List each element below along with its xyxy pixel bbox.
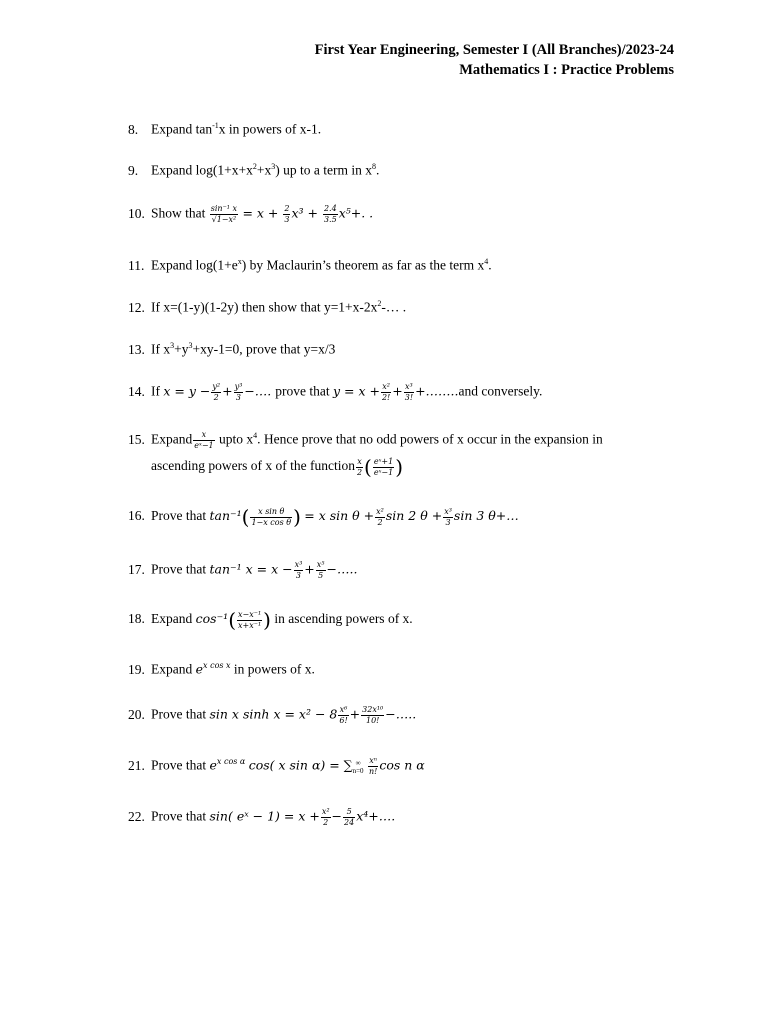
denominator: 2 [213, 393, 219, 402]
problem-number: 19. [128, 661, 145, 677]
superscript: x cos α [216, 757, 246, 767]
math: tan⁻¹ [209, 508, 242, 524]
fraction [381, 382, 391, 403]
problem-text: x in powers of x-1. [218, 121, 322, 137]
math: sin( eˣ − 1) = x + [209, 808, 320, 824]
problem-10 [128, 204, 373, 225]
problem-number: 15. [128, 431, 145, 447]
problem-8 [128, 121, 321, 138]
problem-16 [128, 505, 519, 529]
problem-text: Prove that [151, 706, 207, 722]
numerator: y² [212, 382, 221, 391]
problem-text: Expand log(1+e [151, 257, 238, 273]
problem-number: 18. [128, 611, 145, 627]
right-paren: ) [293, 505, 301, 529]
denominator: 3.5 [323, 215, 337, 224]
problem-12 [128, 299, 406, 316]
problem-text: ascending powers of x of the function [151, 458, 355, 474]
superscript: 3 [170, 341, 175, 350]
fraction [373, 457, 394, 478]
problem-number: 14. [128, 383, 145, 399]
numerator: x² [321, 807, 330, 816]
numerator: x [193, 430, 214, 441]
header-title: Mathematics I : Practice Problems [459, 62, 674, 78]
problem-number: 16. [128, 508, 145, 524]
problem-text: . Hence prove that no odd powers of x occur in the expansion in [257, 431, 603, 447]
problem-21 [128, 756, 425, 777]
problem-number: 21. [128, 757, 145, 773]
problem-11 [128, 257, 492, 274]
denominator: 1−x cos θ [251, 517, 292, 527]
problem-text: ) by Maclaurin’s theorem as far as the term x [241, 257, 485, 273]
math: sin 2 θ + [385, 508, 443, 524]
problem-13 [128, 341, 335, 358]
problem-20 [128, 705, 416, 726]
problem-text: prove that [275, 383, 330, 399]
math: x⁴+…. [356, 808, 396, 824]
fraction [375, 507, 385, 528]
fraction [338, 705, 348, 726]
math: y = x + [332, 383, 380, 399]
right-paren: ) [395, 455, 404, 479]
numerator: x³ [444, 506, 452, 516]
numerator: x⁵ [316, 560, 325, 569]
left-paren: ( [241, 505, 250, 529]
problem-18 [128, 608, 413, 632]
math: cos⁻¹ [195, 611, 229, 627]
numerator: 2.4 [323, 204, 337, 213]
math: e [209, 757, 217, 773]
math: = x + [242, 205, 283, 221]
problem-text: +xy-1=0, prove that y=x/3 [192, 341, 336, 357]
numerator: x sin θ [250, 507, 292, 518]
numerator: x⁶ [339, 705, 348, 714]
math: = x sin θ + [304, 508, 375, 524]
fraction [343, 807, 355, 828]
problem-text: upto x [219, 431, 254, 447]
denominator: 3 [284, 215, 290, 224]
problem-text: If [151, 383, 160, 399]
header-course: First Year Engineering, Semester I (All Branches)/2023-24 [314, 42, 674, 58]
problem-text: . [488, 257, 492, 273]
problem-number: 8. [128, 121, 139, 137]
denominator: 2 [323, 818, 329, 827]
fraction [368, 756, 378, 777]
problem-17 [128, 560, 357, 581]
math: −….. [326, 561, 358, 577]
numerator: x² [382, 382, 390, 391]
problem-number: 17. [128, 561, 145, 577]
superscript: 2 [252, 162, 257, 171]
numerator: 2 [284, 204, 290, 213]
numerator: x−x⁻¹ [238, 609, 262, 619]
document-header [315, 40, 674, 80]
math: sin x sinh x = x² − 8 [209, 706, 338, 722]
right-paren: ) [263, 608, 271, 632]
problem-14 [128, 382, 542, 403]
fraction [316, 560, 326, 581]
fraction [211, 382, 221, 403]
numerator: y³ [234, 382, 243, 391]
numerator: x² [376, 506, 384, 516]
fraction [321, 807, 331, 828]
fraction [443, 507, 453, 528]
superscript: 4 [253, 431, 258, 441]
numerator: xⁿ [369, 756, 377, 765]
problem-text: -… . [381, 299, 407, 315]
math: −…. [244, 383, 276, 399]
denominator: 3! [404, 393, 414, 402]
problem-text: Expand tan [151, 121, 213, 137]
problem-text: Expand [151, 661, 193, 677]
math: + [349, 706, 361, 722]
fraction [323, 204, 338, 225]
superscript: 3 [188, 341, 193, 350]
problem-number: 11. [128, 257, 145, 273]
problem-number: 13. [128, 341, 145, 357]
summation-limits [353, 759, 364, 775]
fraction [361, 705, 384, 726]
problem-15-line-2 [128, 455, 603, 479]
math: sin 3 θ+… [453, 508, 519, 524]
problem-number: 12. [128, 299, 145, 315]
left-paren: ( [228, 608, 236, 632]
denominator: 5 [318, 571, 324, 580]
denominator: 6! [339, 716, 348, 725]
superscript: 4 [484, 257, 489, 266]
math: x⁵+. . [338, 205, 374, 221]
problem-number: 10. [128, 205, 145, 221]
denominator: 3 [235, 393, 241, 402]
fraction [210, 204, 238, 225]
superscript: 8 [371, 162, 376, 171]
denominator: 3 [295, 571, 301, 580]
math: +…….. [415, 383, 459, 399]
numerator: sin⁻¹ x [210, 204, 238, 213]
fraction [283, 204, 290, 225]
denominator: eˣ−1 [373, 467, 394, 477]
denominator: 10! [366, 716, 380, 725]
fraction [250, 507, 292, 528]
denominator: 3 [445, 517, 451, 527]
problem-text: If x [151, 341, 171, 357]
numerator: x³ [405, 382, 413, 391]
superscript: -1 [212, 121, 219, 130]
superscript: 3 [271, 162, 276, 171]
problem-9 [128, 162, 379, 179]
problem-text: +x [256, 162, 272, 178]
math: cos( x sin α) = ∑ [248, 757, 353, 773]
denominator: 2! [381, 393, 391, 402]
problem-text: in powers of x. [233, 661, 315, 677]
problem-number: 20. [128, 706, 145, 722]
numerator: eˣ+1 [373, 456, 394, 466]
problem-text: ) up to a term in x [275, 162, 372, 178]
numerator: x³ [294, 560, 303, 569]
problem-text: . [375, 162, 380, 178]
problem-22 [128, 807, 395, 828]
problem-text: Prove that [151, 561, 207, 577]
math: e [195, 661, 204, 677]
problem-text: Expand [151, 431, 193, 447]
problem-text: Expand log(1+x+x [151, 162, 253, 178]
sum-upper: ∞ [355, 758, 361, 767]
denominator: 2 [377, 517, 383, 527]
problem-text: and conversely. [458, 383, 543, 399]
math: cos n α [379, 757, 425, 773]
problem-number: 22. [128, 808, 145, 824]
fraction [193, 430, 214, 451]
fraction [404, 382, 414, 403]
math: x³ + [291, 205, 322, 221]
math: tan⁻¹ x = x − [209, 561, 293, 577]
problem-text: If x=(1-y)(1-2y) then show that y=1+x-2x [151, 299, 378, 315]
numerator: 32x¹⁰ [362, 705, 384, 714]
problem-text: Prove that [151, 808, 207, 824]
problem-text: Prove that [151, 508, 207, 524]
math: x = y − [163, 383, 211, 399]
denominator: 2 [356, 467, 363, 477]
denominator: eˣ−1 [194, 441, 214, 450]
problem-text: Prove that [151, 757, 207, 773]
fraction [356, 457, 363, 478]
problem-text: Expand [151, 611, 193, 627]
fraction [234, 382, 244, 403]
problem-number: 9. [128, 162, 139, 178]
denominator: x+x⁻¹ [238, 620, 262, 630]
math: + [222, 383, 233, 399]
denominator: n! [368, 767, 378, 776]
sum-lower: n=0 [352, 766, 364, 775]
problem-15 [128, 430, 603, 479]
left-paren: ( [364, 455, 372, 479]
math: −….. [385, 706, 417, 722]
superscript: x [237, 257, 242, 266]
superscript: 2 [377, 299, 382, 308]
problem-text: +y [174, 341, 189, 357]
denominator: √1−x² [211, 215, 237, 224]
numerator: 5 [343, 807, 355, 818]
fraction [237, 610, 262, 631]
problem-text: in ascending powers of x. [274, 611, 413, 627]
problem-19 [128, 661, 315, 678]
denominator: 24 [344, 818, 355, 827]
math: − [331, 808, 343, 824]
math: + [392, 383, 403, 399]
math: + [304, 561, 315, 577]
numerator: x [357, 456, 362, 466]
problem-text: Show that [151, 205, 206, 221]
fraction [294, 560, 304, 581]
superscript: x cos x [203, 661, 231, 670]
